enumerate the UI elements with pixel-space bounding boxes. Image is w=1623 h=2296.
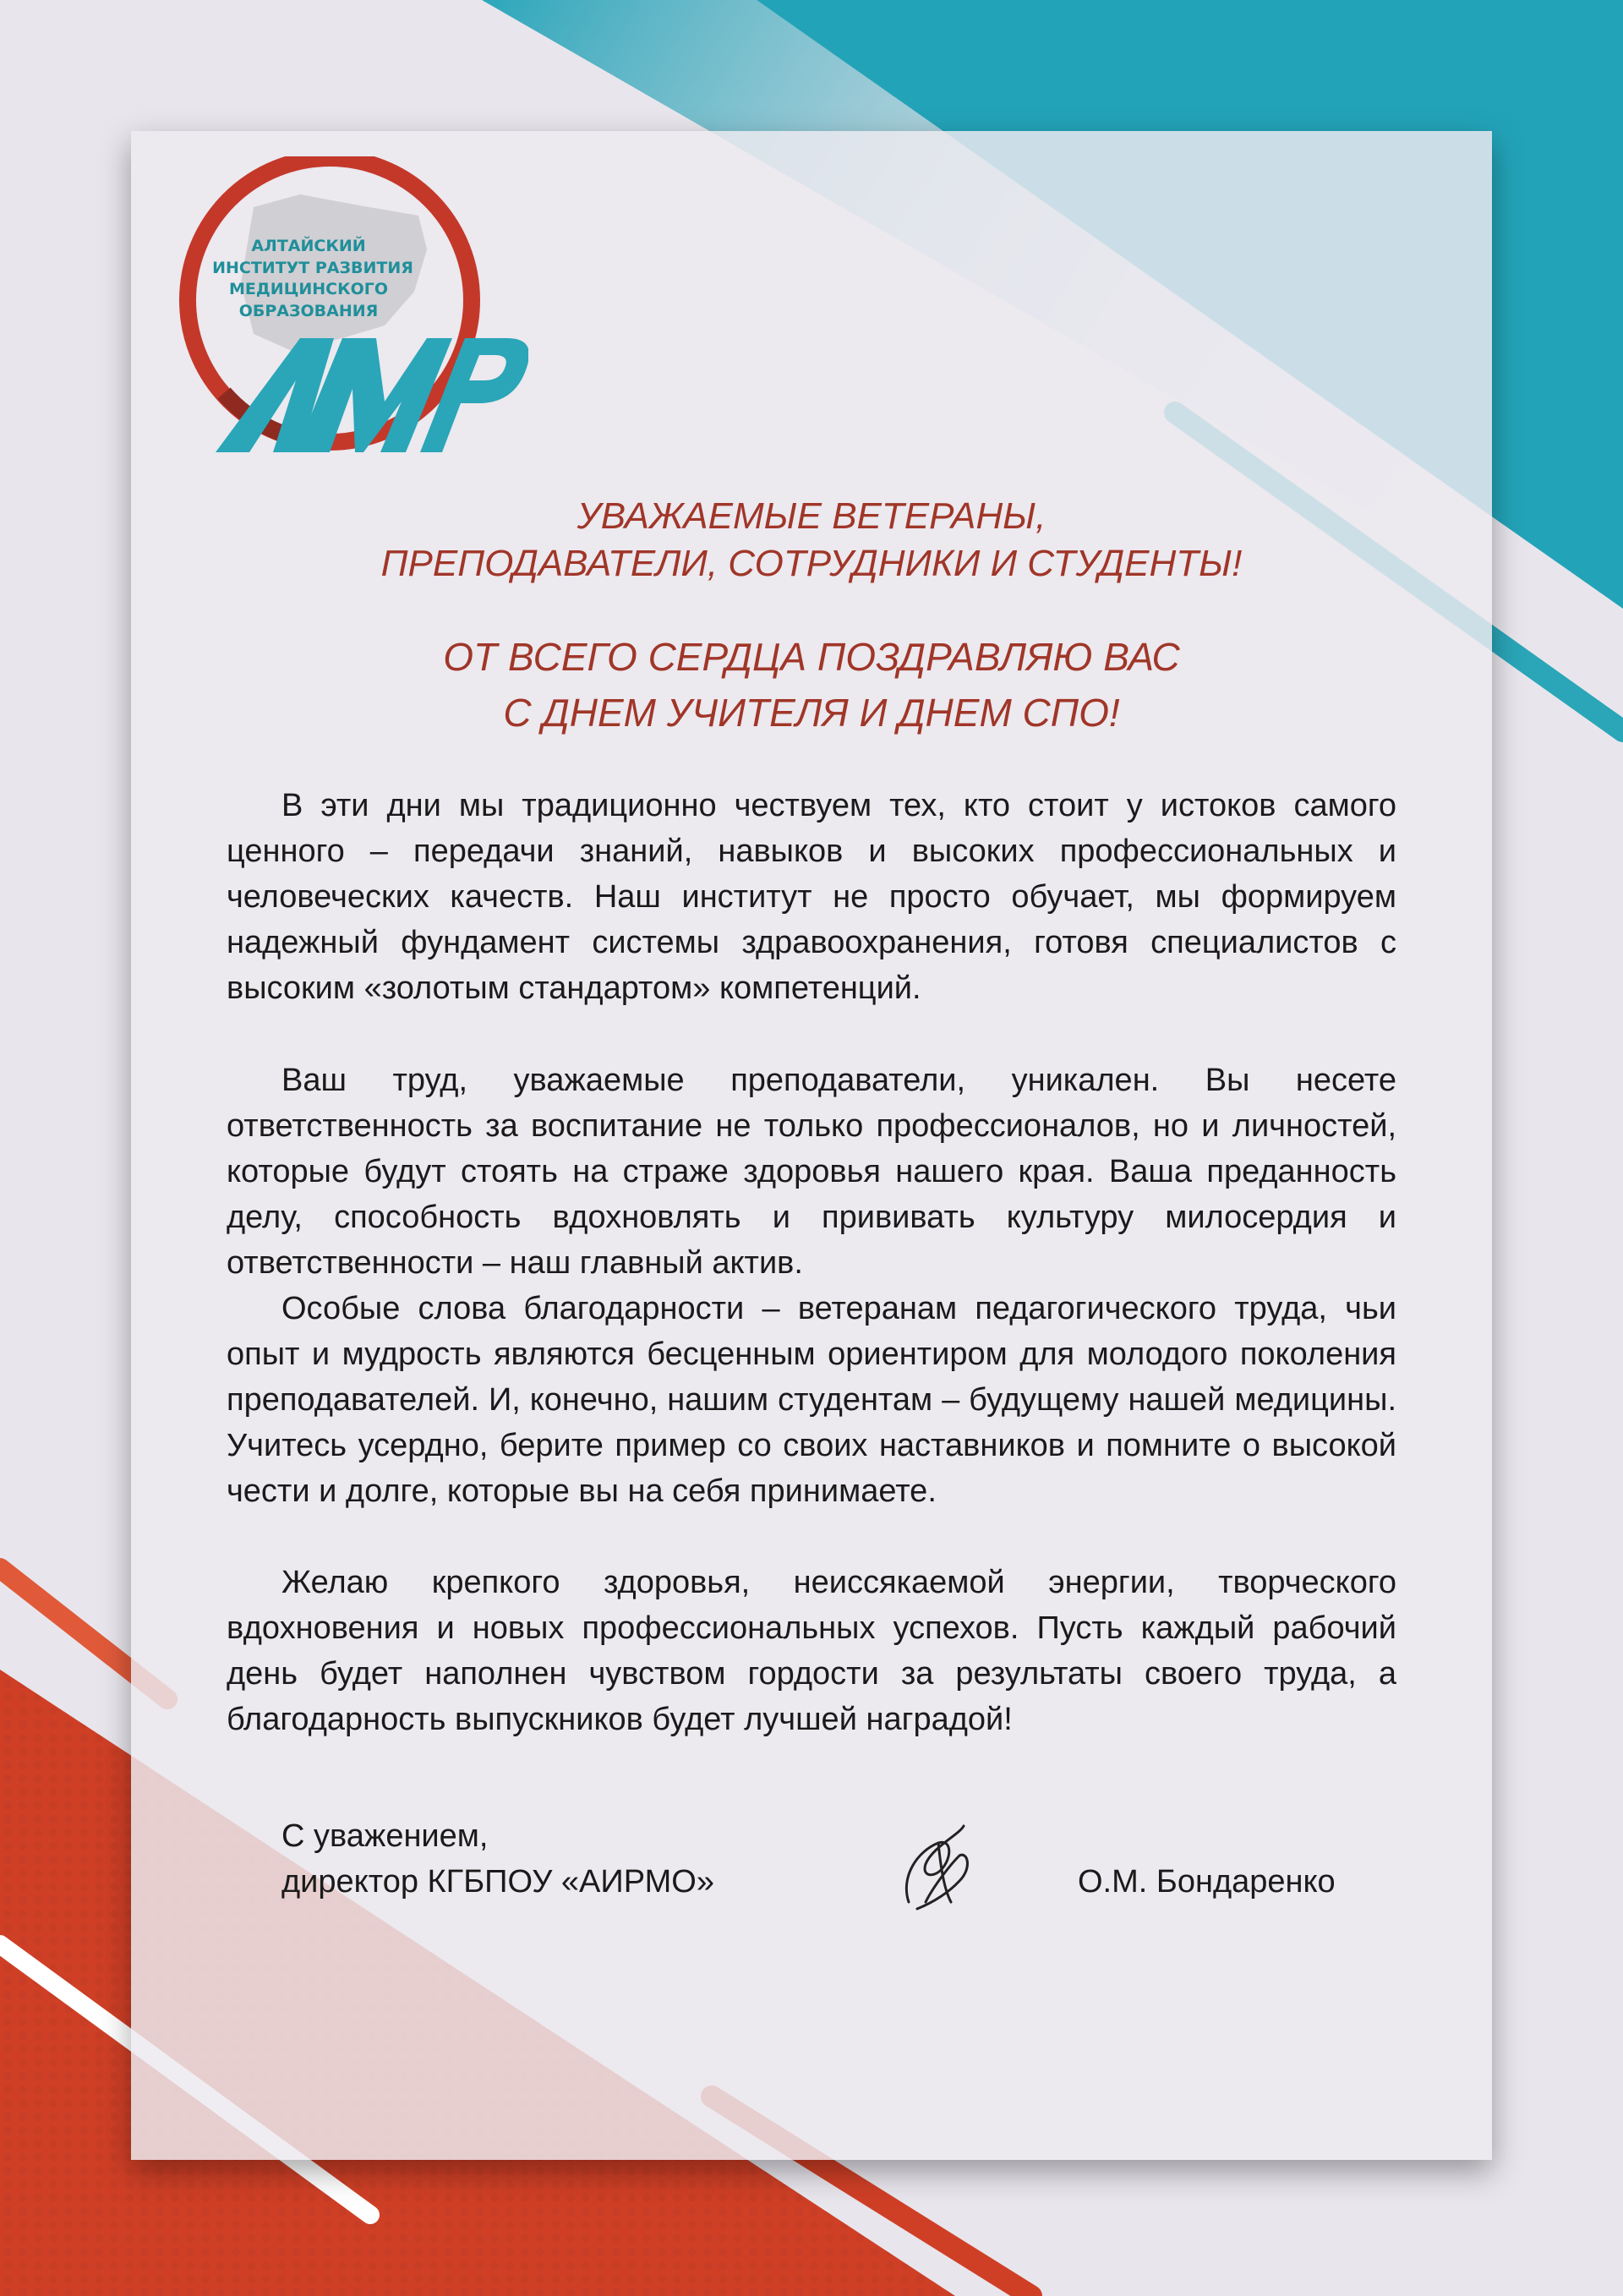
congratulation-heading-line-1: ОТ ВСЕГО СЕРДЦА ПОЗДРАВЛЯЮ ВАС bbox=[443, 635, 1180, 679]
greeting-heading-line-1: УВАЖАЕМЫЕ ВЕТЕРАНЫ, bbox=[577, 495, 1046, 537]
logo-text-line-4: ОБРАЗОВАНИЯ bbox=[238, 302, 379, 320]
paragraph-3: Особые слова благодарности – ветеранам педагогического труда, чьи опыт и мудрость являются бесценным ориентиром для молодого поколения преподавателей. И, конечно, нашим студентам – будущему нашей медицины. Учитесь усердно, берите пример со своих наставников и помните о высокой чести и долге, которые вы на себя принимаете. bbox=[227, 1291, 1396, 1509]
congratulation-heading-line-2: С ДНЕМ УЧИТЕЛЯ И ДНЕМ СПО! bbox=[503, 691, 1120, 735]
congratulation-heading bbox=[131, 629, 1492, 741]
paragraph-2: Ваш труд, уважаемые преподаватели, уникален. Вы несете ответственность за воспитание не только профессионалов, но и личностей, которые будут стоять на страже здоровья нашего края. Ваша преданность делу, способность вдохновлять и прививать культуру милосердия и ответственности – наш главный актив. bbox=[227, 1063, 1396, 1281]
logo-text-line-2: ИНСТИТУТ РАЗВИТИЯ bbox=[212, 259, 413, 277]
signer-name: О.М. Бондаренко bbox=[1078, 1864, 1336, 1900]
institute-logo bbox=[173, 156, 528, 461]
closing-regards: С уважением, bbox=[281, 1818, 489, 1854]
logo-text-line-3: МЕДИЦИНСКОГО bbox=[228, 280, 389, 298]
closing-block bbox=[281, 1813, 714, 1905]
closing-position: директор КГБПОУ «АИРМО» bbox=[281, 1864, 714, 1900]
paragraph-1: В эти дни мы традиционно чествуем тех, кто стоит у истоков самого ценного – передачи знаний, навыков и высоких профессиональных и человеческих качеств. Наш институт не просто обучает, мы формируем надежный фундамент системы здравоохранения, готовя специалистов с высоким «золотым стандартом» компетенций. bbox=[227, 788, 1396, 1006]
greeting-heading bbox=[131, 493, 1492, 588]
logo-text-line-1: АЛТАЙСКИЙ bbox=[251, 237, 366, 255]
handwritten-signature bbox=[892, 1818, 985, 1915]
greeting-heading-line-2: ПРЕПОДАВАТЕЛИ, СОТРУДНИКИ И СТУДЕНТЫ! bbox=[380, 543, 1243, 584]
paragraph-4: Желаю крепкого здоровья, неиссякаемой энергии, творческого вдохновения и новых профессиональных успехов. Пусть каждый рабочий день будет наполнен чувством гордости за результаты своего труда, а благодарность выпускников будет лучшей наградой! bbox=[227, 1565, 1396, 1737]
